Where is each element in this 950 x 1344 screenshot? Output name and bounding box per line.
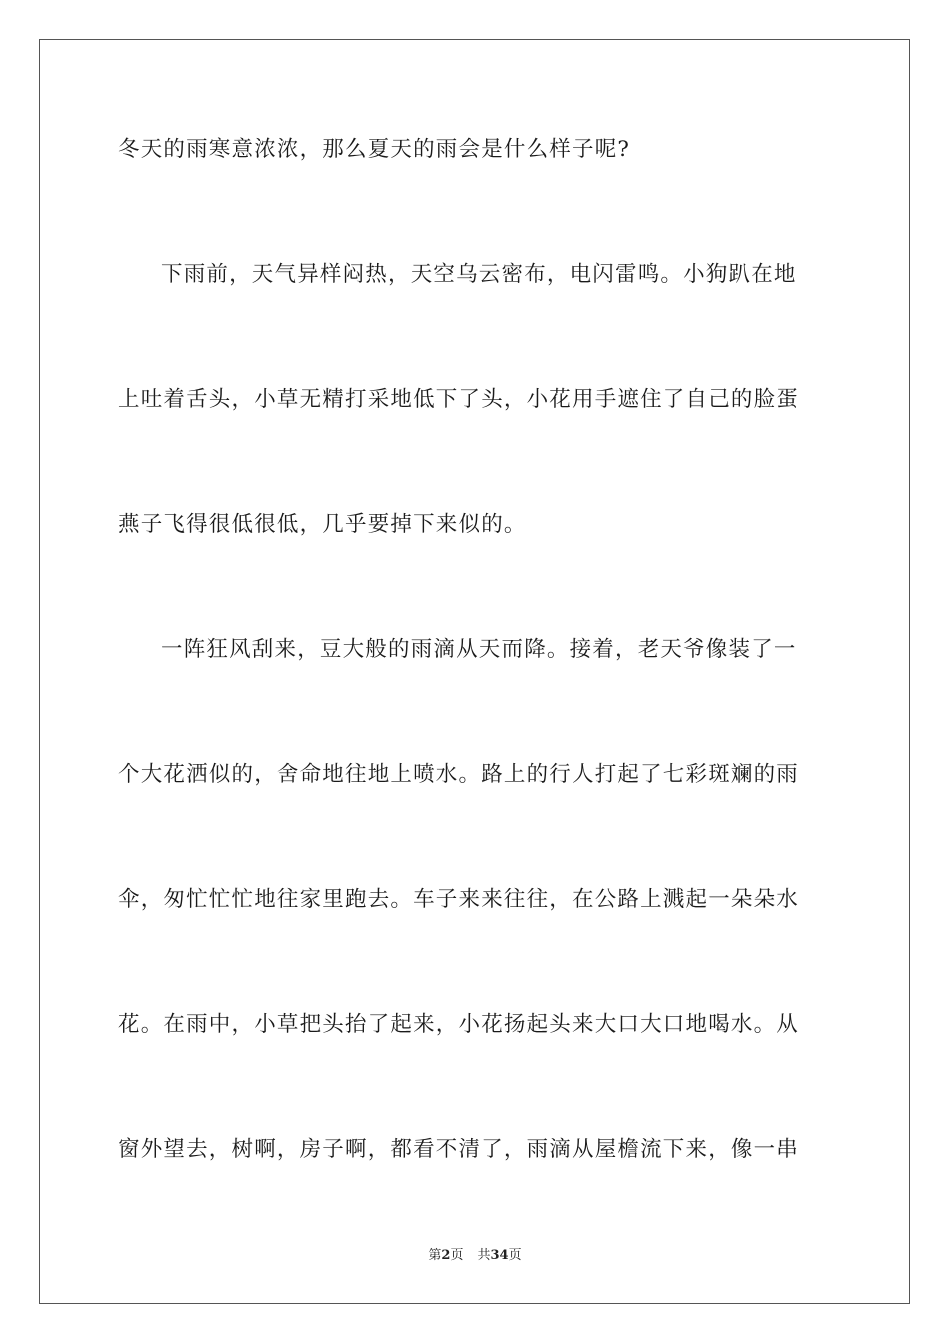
- footer-total-pages: 34: [490, 1248, 509, 1263]
- text-line-5: 一阵狂风刮来，豆大般的雨滴从天而降。接着，老天爷像装了一: [161, 637, 797, 662]
- footer-page-number: 2: [441, 1248, 451, 1263]
- page-border: [39, 39, 910, 1304]
- text-line-6: 个大花洒似的，舍命地往地上喷水。路上的行人打起了七彩斑斓的雨: [118, 762, 800, 787]
- text-line-3: 上吐着舌头，小草无精打采地低下了头，小花用手遮住了自己的脸蛋: [118, 387, 800, 412]
- text-line-1: 冬天的雨寒意浓浓，那么夏天的雨会是什么样子呢?: [118, 137, 631, 162]
- footer-page-suffix: 页: [450, 1248, 464, 1263]
- footer-page-prefix: 第: [428, 1248, 442, 1263]
- text-line-7: 伞，匆忙忙忙地往家里跑去。车子来来往往，在公路上溅起一朵朵水: [118, 887, 800, 912]
- page-footer: [0, 1247, 950, 1265]
- text-line-9: 窗外望去，树啊，房子啊，都看不清了，雨滴从屋檐流下来，像一串: [118, 1137, 800, 1162]
- text-line-2: 下雨前，天气异样闷热，天空乌云密布，电闪雷鸣。小狗趴在地: [161, 262, 797, 287]
- footer-total-suffix: 页: [508, 1248, 522, 1263]
- text-line-8: 花。在雨中，小草把头抬了起来，小花扬起头来大口大口地喝水。从: [118, 1012, 800, 1037]
- text-line-4: 燕子飞得很低很低，几乎要掉下来似的。: [118, 512, 527, 537]
- footer-total-prefix: 共: [477, 1248, 491, 1263]
